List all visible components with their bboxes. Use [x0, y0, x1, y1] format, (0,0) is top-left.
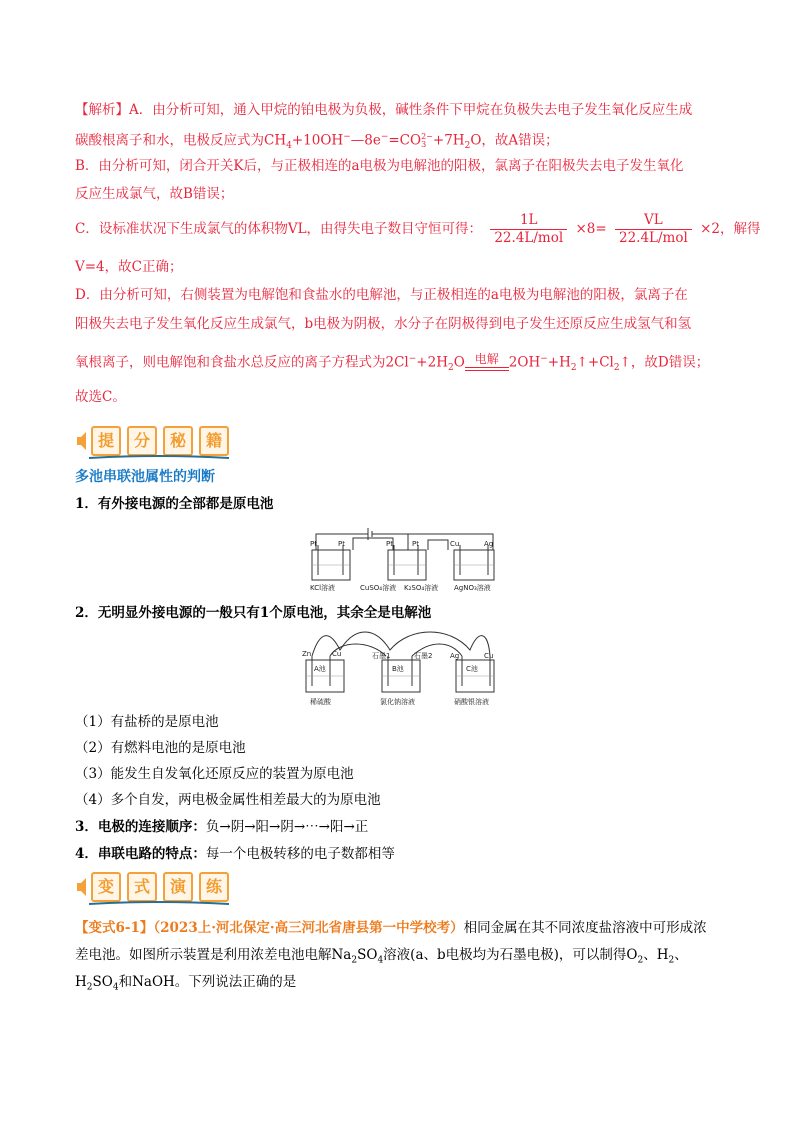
section-title: 多池串联池属性的判断	[75, 469, 215, 485]
fraction-2: $\frac{VL}{\text{22.4L/mol}}$	[615, 212, 692, 247]
banner-char: 提	[91, 426, 121, 456]
fraction-1: $\frac{1L}{\text{22.4L/mol}}$	[490, 212, 567, 247]
solution-label: 稀硫酸	[310, 698, 331, 706]
banner-char: 秘	[163, 426, 193, 456]
analysis-line-10: 故选C。	[75, 389, 126, 405]
banner-practice	[75, 870, 225, 904]
banner-underline	[89, 454, 229, 462]
analysis-line-5: C．设标准状况下生成氯气的体积物VL，由得失电子数目守恒可得： $\frac{1L}{\text{22.4L/mol}}$ ×8= $\frac{VL}{\text{22.4L/mol}}$ ×2，解得	[75, 212, 761, 246]
diagram-series-cells-no-source	[300, 630, 500, 710]
cell-label: C池	[466, 665, 478, 673]
electrolysis-arrow: 电解	[465, 367, 509, 377]
solution-label: K₂SO₄溶液	[404, 584, 439, 592]
analysis-line-1: 【解析】A．由分析可知，通入甲烷的铂电极为负极，碱性条件下甲烷在负极失去电子发生氧化反应生成	[75, 102, 693, 118]
variant-line-1: 【变式6-1】（2023上·河北保定·高三河北省唐县第一中学校考）相同金属在其不同浓度盐溶液中可形成浓	[75, 920, 707, 936]
analysis-line-7: D．由分析可知，右侧装置为电解饱和食盐水的电解池，与正极相连的a电极为电解池的阳极，氯离子在	[75, 287, 688, 303]
rule-4: 4．串联电路的特点：每一个电极转移的电子数都相等	[75, 846, 395, 862]
banner-char: 演	[163, 872, 193, 902]
diagram-series-cells-with-source	[308, 520, 498, 596]
solution-label: KCl溶液	[310, 584, 336, 592]
speaker-icon	[75, 876, 91, 898]
electrode-label: Ag	[450, 652, 460, 660]
solution-label: CuSO₄溶液	[360, 584, 397, 592]
solution-label: 氯化钠溶液	[380, 698, 415, 706]
electrode-label: Pt	[386, 540, 393, 548]
point-item: （4）多个自发，两电极金属性相差最大的为原电池	[75, 792, 381, 808]
banner-char: 练	[199, 872, 229, 902]
variant-line-2: 差电池。如图所示装置是利用浓差电池电解$Na_2SO_4$溶液(a、b电极均为石墨电极)，可以制得$O_2$、$H_2$、	[75, 947, 688, 966]
electrode-label: Pt	[310, 540, 317, 548]
speaker-icon	[75, 430, 91, 452]
cell-label: B池	[392, 665, 404, 673]
electrode-label: Ag	[484, 540, 494, 548]
cell-label: A池	[314, 665, 326, 673]
banner-char: 籍	[199, 426, 229, 456]
rule-3: 3．电极的连接顺序：负→阴→阳→阴→⋯→阳→正	[75, 819, 369, 835]
electrode-label: Cu	[484, 652, 494, 660]
point-item: （1）有盐桥的是原电池	[75, 714, 219, 730]
banner-char: 式	[127, 872, 157, 902]
electrode-label: Cu	[332, 650, 342, 658]
banner-tips	[75, 424, 225, 458]
rule-1-title: 1．有外接电源的全部都是原电池	[75, 496, 274, 512]
variant-line-3: $H_2SO_4$和NaOH。下列说法正确的是	[75, 974, 297, 993]
analysis-line-4: 反应生成氯气，故B错误；	[75, 186, 234, 202]
electrode-label: Cu	[450, 540, 460, 548]
electrode-label: Pt	[338, 540, 345, 548]
rule-2-title: 2．无明显外接电源的一般只有1个原电池，其余全是电解池	[75, 605, 432, 621]
electrode-label: Pt	[412, 540, 419, 548]
electrode-label: Zn	[302, 650, 312, 658]
electrode-label: 石墨2	[414, 652, 433, 660]
analysis-line-8: 阳极失去电子发生氧化反应生成氯气，b电极为阴极，水分子在阴极得到电子发生还原反应生成氢气和氢	[75, 316, 692, 332]
analysis-line-3: B．由分析可知，闭合开关K后，与正极相连的a电极为电解池的阳极，氯离子在阳极失去电子发生氧化	[75, 158, 684, 174]
analysis-line-6: V=4，故C正确；	[75, 259, 183, 275]
banner-underline	[89, 900, 229, 908]
analysis-line-2: 碳酸根离子和水，电极反应式为$CH_4+10OH^-—8e^-=CO$ 2− 3 $+7H_2O$，故A错误；	[75, 132, 559, 152]
point-item: （2）有燃料电池的是原电池	[75, 740, 246, 756]
solution-label: 硝酸银溶液	[454, 698, 489, 706]
electrode-label: 石墨1	[372, 652, 391, 660]
point-item: （3）能发生自发氧化还原反应的装置为原电池	[75, 766, 354, 782]
banner-char: 变	[91, 872, 121, 902]
solution-label: AgNO₃溶液	[454, 584, 491, 592]
banner-char: 分	[127, 426, 157, 456]
analysis-line-9: 氧根离子，则电解饱和食盐水总反应的离子方程式为$2Cl^-+2H_2O$ 电解 $2OH^-+H_2↑+Cl_2↑$，故D错误；	[75, 350, 709, 377]
